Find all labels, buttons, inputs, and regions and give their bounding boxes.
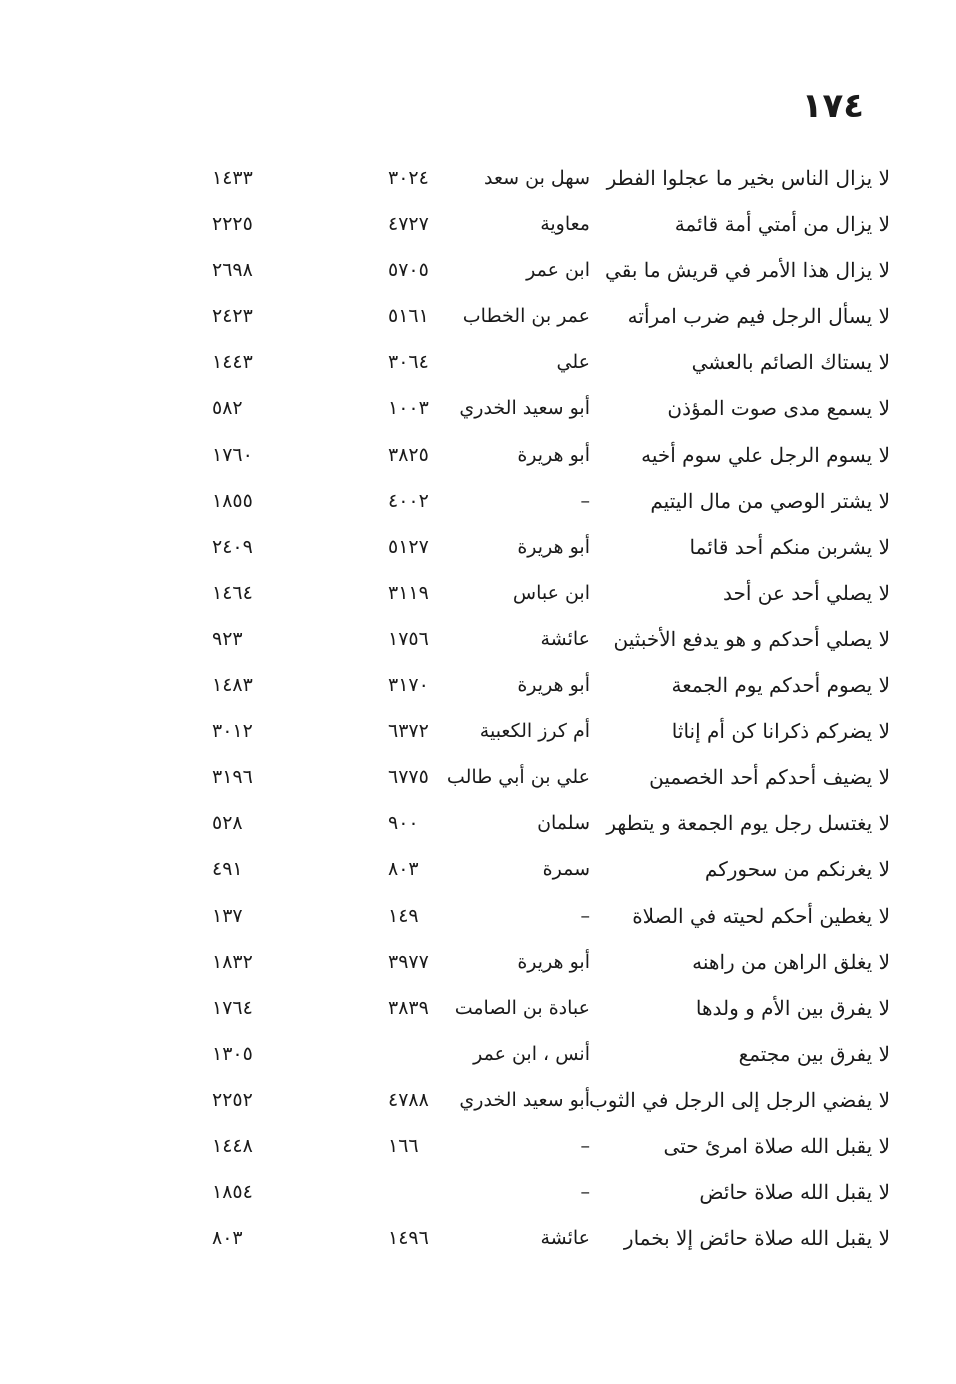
- hadith-number: ٣٠٢٤: [388, 167, 429, 189]
- hadith-text: لا يقبل الله صلاة حائض إلا بخمار: [623, 1226, 890, 1251]
- index-row: [0, 479, 956, 525]
- narrator: –: [580, 904, 590, 927]
- hadith-text: لا يفرق بين الأم و ولدها: [695, 995, 890, 1020]
- narrator: معاوية: [540, 213, 590, 236]
- page-reference: ٢٤٠٩: [212, 535, 253, 558]
- page-reference: ١٤٤٨: [212, 1134, 253, 1157]
- index-row: [0, 340, 956, 386]
- page-reference: ١٨٥٥: [212, 489, 253, 512]
- hadith-number: ٤٧٢٧: [388, 213, 429, 236]
- page-number: ١٧٤: [801, 86, 864, 126]
- page-reference: ١٧٦٤: [212, 996, 253, 1019]
- page-reference: ١٨٣٢: [212, 950, 253, 973]
- index-row: [0, 986, 956, 1032]
- hadith-text: لا يزال من أمتي أمة قائمة: [674, 212, 890, 237]
- narrator: سلمان: [537, 812, 590, 835]
- index-row: [0, 755, 956, 801]
- hadith-number: ٣٩٧٧: [388, 950, 429, 973]
- hadith-number: ٦٧٧٥: [388, 766, 429, 789]
- hadith-text: لا يزال هذا الأمر في قريش ما بقي: [605, 258, 890, 283]
- narrator: أبو هريرة: [517, 950, 590, 973]
- page-reference: ١٣٧: [212, 904, 243, 927]
- narrator: –: [580, 489, 590, 512]
- index-row: [0, 894, 956, 940]
- narrator: أبو هريرة: [517, 535, 590, 558]
- page-reference: ٢٤٢٣: [212, 305, 253, 328]
- narrator: –: [580, 1181, 590, 1204]
- page-reference: ٢٢٥٢: [212, 1088, 253, 1111]
- narrator: عبادة بن الصامت: [454, 996, 590, 1019]
- narrator: سهل بن سعد: [484, 167, 590, 189]
- index-row: [0, 709, 956, 755]
- page-reference: ٤٩١: [212, 858, 243, 881]
- page-reference: ٨٠٣: [212, 1227, 243, 1250]
- hadith-number: ١٦٦: [388, 1134, 419, 1157]
- page-reference: ٥٢٨: [212, 812, 243, 835]
- page-reference: ٣٠١٢: [212, 720, 253, 743]
- index-row: [0, 571, 956, 617]
- page-reference: ٥٨٢: [212, 397, 243, 420]
- hadith-text: لا يشتر الوصي من مال اليتيم: [650, 488, 890, 513]
- hadith-text: لا يصلي أحدكم و هو يدفع الأخبثين: [613, 626, 890, 651]
- page-reference: ٢٦٩٨: [212, 259, 253, 282]
- hadith-text: لا يسمع مدى صوت المؤذن: [667, 396, 890, 421]
- narrator: أم كرز الكعبية: [479, 720, 590, 743]
- index-row: [0, 202, 956, 248]
- narrator: أبو هريرة: [517, 674, 590, 697]
- hadith-text: لا يغتسل رجل يوم الجمعة و يتطهر: [606, 811, 890, 836]
- hadith-number: ٣٨٣٩: [388, 996, 429, 1019]
- hadith-index-table: [0, 156, 956, 1262]
- index-row: [0, 1078, 956, 1124]
- narrator: أبو هريرة: [517, 443, 590, 466]
- hadith-number: ٤٠٠٢: [388, 489, 429, 512]
- hadith-number: ٣١٧٠: [388, 674, 429, 697]
- hadith-text: لا يغلق الراهن من راهنه: [692, 949, 890, 974]
- narrator: أنس ، ابن عمر: [473, 1042, 590, 1065]
- hadith-text: لا يغطين أحكم لحيته في الصلاة: [632, 903, 890, 928]
- hadith-number: ١٤٩: [388, 904, 419, 927]
- index-row: [0, 617, 956, 663]
- hadith-text: لا يشربن منكم أحد قائما: [689, 534, 890, 559]
- page-reference: ٣١٩٦: [212, 766, 253, 789]
- narrator: ابن عمر: [526, 259, 590, 282]
- index-row: [0, 156, 956, 202]
- hadith-number: ٤٧٨٨: [388, 1088, 429, 1111]
- page-reference: ١٤٨٣: [212, 674, 253, 697]
- hadith-number: ٥١٦١: [388, 305, 429, 328]
- index-row: [0, 386, 956, 432]
- hadith-number: ١٧٥٦: [388, 627, 429, 650]
- page-reference: ١٤٤٣: [212, 351, 253, 374]
- narrator: سمرة: [542, 858, 590, 881]
- hadith-number: ٨٠٣: [388, 858, 419, 881]
- index-row: [0, 940, 956, 986]
- hadith-number: ٥١٢٧: [388, 535, 429, 558]
- narrator: –: [580, 1134, 590, 1157]
- page-reference: ٢٢٢٥: [212, 213, 253, 236]
- index-row: [0, 248, 956, 294]
- hadith-text: لا يستاك الصائم بالعشي: [691, 350, 890, 375]
- hadith-text: لا يفرق بين مجتمع: [738, 1041, 890, 1066]
- hadith-text: لا يصوم أحدكم يوم الجمعة: [671, 673, 890, 698]
- index-row: [0, 663, 956, 709]
- hadith-number: ٩٠٠: [388, 812, 419, 835]
- hadith-number: ١٤٩٦: [388, 1227, 429, 1250]
- hadith-text: لا يزال الناس بخير ما عجلوا الفطر: [606, 166, 890, 190]
- narrator: أبو سعيد الخدري: [459, 1088, 590, 1111]
- page-reference: ١٨٥٤: [212, 1181, 253, 1204]
- index-row: [0, 1170, 956, 1216]
- hadith-text: لا يضيف أحدكم أحد الخصمين: [649, 765, 890, 790]
- index-row: [0, 1216, 956, 1262]
- index-row: [0, 847, 956, 893]
- page-reference: ٩٢٣: [212, 627, 243, 650]
- narrator: علي بن أبي طالب: [446, 766, 590, 789]
- hadith-number: ٦٣٧٢: [388, 720, 429, 743]
- narrator: عائشة: [540, 627, 590, 650]
- hadith-number: ٣٨٢٥: [388, 443, 429, 466]
- hadith-text: لا يصلي أحد عن أحد: [722, 580, 890, 605]
- index-row: [0, 294, 956, 340]
- index-row: [0, 1032, 956, 1078]
- hadith-number: ٣٠٦٤: [388, 351, 429, 374]
- hadith-text: لا يسأل الرجل فيم ضرب امرأته: [627, 304, 890, 329]
- index-row: [0, 1124, 956, 1170]
- hadith-text: لا يقبل الله صلاة حائض: [699, 1180, 890, 1205]
- index-row: [0, 801, 956, 847]
- page-reference: ١٧٦٠: [212, 443, 253, 466]
- hadith-number: ٣١١٩: [388, 581, 429, 604]
- hadith-number: ٥٧٠٥: [388, 259, 429, 282]
- page-reference: ١٣٠٥: [212, 1042, 253, 1065]
- hadith-text: لا يغرنكم من سحوركم: [704, 857, 890, 882]
- narrator: ابن عباس: [512, 581, 590, 604]
- hadith-text: لا يفضي الرجل إلى الرجل في الثوب: [588, 1087, 890, 1112]
- narrator: علي: [556, 351, 590, 374]
- page-reference: ١٤٦٤: [212, 581, 253, 604]
- index-row: [0, 433, 956, 479]
- narrator: أبو سعيد الخدري: [459, 397, 590, 420]
- index-row: [0, 525, 956, 571]
- narrator: عائشة: [540, 1227, 590, 1250]
- hadith-text: لا يضركم ذكرانا كن أم إناثا: [671, 719, 890, 744]
- hadith-text: لا يقبل الله صلاة امرئ حتى: [663, 1133, 890, 1158]
- page-reference: ١٤٣٣: [212, 167, 253, 189]
- hadith-text: لا يسوم الرجل علي سوم أخيه: [641, 442, 890, 467]
- hadith-number: ١٠٠٣: [388, 397, 429, 420]
- narrator: عمر بن الخطاب: [462, 305, 590, 328]
